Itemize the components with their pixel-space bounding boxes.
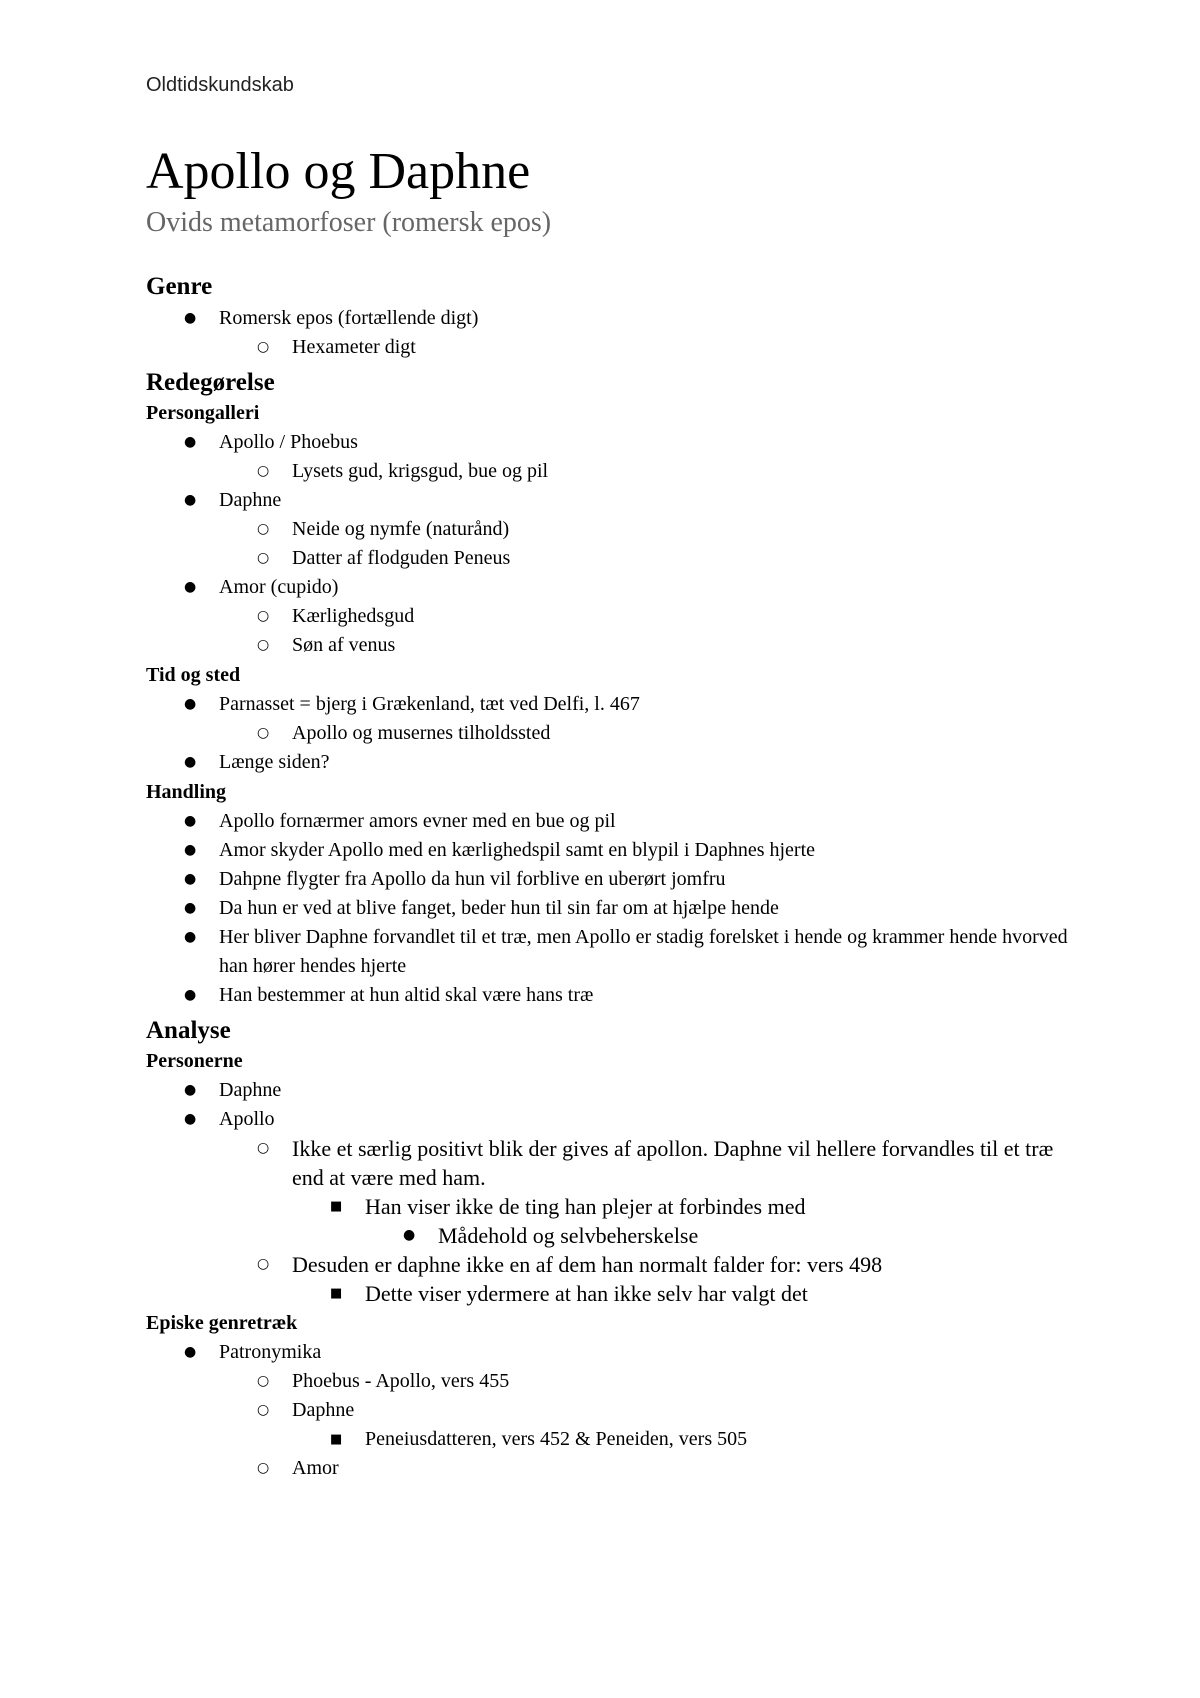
persongalleri-list [146, 428, 1086, 660]
list-item: ● Her bliver Daphne forvandlet til et træ, men Apollo er stadig forelsket i hende og krammer hende hvorved han hører hendes hjerte [146, 923, 1086, 981]
subheading-persongalleri: Persongalleri [146, 402, 260, 424]
handling-list [146, 807, 1086, 1010]
section-heading-genre: Genre [146, 273, 213, 300]
list-item: ● Parnasset = bjerg i Grækenland, tæt ved Delfi, l. 467 [146, 690, 1086, 719]
document-title: Apollo og Daphne [146, 143, 531, 200]
list-item: ○ Lysets gud, krigsgud, bue og pil [146, 457, 1086, 486]
list-item: ● Han bestemmer at hun altid skal være hans træ [146, 981, 1086, 1010]
list-item: ○ Kærlighedsgud [146, 602, 1086, 631]
bullet-disc: ● [184, 842, 197, 858]
bullet-disc: ● [184, 492, 197, 508]
list-item: ○ Datter af flodguden Peneus [146, 544, 1086, 573]
list-item: ■ Dette viser ydermere at han ikke selv har valgt det [330, 1281, 808, 1306]
document-subtitle: Ovids metamorfoser (romersk epos) [146, 207, 552, 238]
bullet-disc: ● [184, 579, 197, 595]
bullet-circle: ○ [257, 1402, 270, 1418]
tid-og-sted-list [146, 690, 1086, 777]
bullet-circle: ○ [257, 463, 270, 479]
bullet-disc: ● [184, 900, 197, 916]
list-item: ■ Peneiusdatteren, vers 452 & Peneiden, vers 505 [146, 1425, 1086, 1454]
personerne-list [146, 1076, 1086, 1308]
bullet-disc: ● [184, 696, 197, 712]
list-item: ● Apollo / Phoebus [146, 428, 1086, 457]
bullet-disc: ● [184, 754, 197, 770]
bullet-disc: ● [403, 1227, 416, 1243]
list-item: ○ Søn af venus [146, 631, 1086, 660]
section-heading-analyse: Analyse [146, 1017, 231, 1044]
bullet-disc: ● [184, 434, 197, 450]
list-item: ○ Ikke et særlig positivt blik der gives af apollon. Daphne vil hellere forvandles til et træ end at være med ham. [257, 1136, 1054, 1190]
bullet-square: ■ [330, 1432, 343, 1447]
list-item: ● Amor skyder Apollo med en kærlighedspil samt en blypil i Daphnes hjerte [146, 836, 1086, 865]
list-item: ● Romersk epos (fortællende digt) [146, 304, 1086, 333]
list-item: ● Apollo fornærmer amors evner med en bue og pil [146, 807, 1086, 836]
bullet-circle: ○ [257, 608, 270, 624]
list-item: ● Dahpne flygter fra Apollo da hun vil forblive en uberørt jomfru [146, 865, 1086, 894]
bullet-circle: ○ [257, 339, 270, 355]
subheading-personerne: Personerne [146, 1050, 243, 1072]
bullet-disc: ● [184, 310, 197, 326]
subheading-tid-og-sted: Tid og sted [146, 664, 241, 686]
bullet-circle: ○ [257, 637, 270, 653]
bullet-circle: ○ [257, 1460, 270, 1476]
episke-list [146, 1338, 1086, 1483]
bullet-circle: ○ [257, 550, 270, 566]
bullet-disc: ● [184, 813, 197, 829]
list-item: ○ Apollo og musernes tilholdssted [146, 719, 1086, 748]
bullet-disc: ● [184, 929, 197, 945]
list-item: ○ Neide og nymfe (naturånd) [146, 515, 1086, 544]
subheading-episke-genretraek: Episke genretræk [146, 1312, 298, 1334]
bullet-square: ■ [330, 1199, 343, 1214]
list-item: ○ Hexameter digt [146, 333, 1086, 362]
bullet-disc: ● [184, 1082, 197, 1098]
list-item: ● Længe siden? [146, 748, 1086, 777]
page-header: Oldtidskundskab [146, 74, 294, 96]
bullet-circle: ○ [257, 521, 270, 537]
list-item: ○ Amor [146, 1454, 1086, 1483]
list-item: ● Apollo [146, 1105, 1086, 1134]
bullet-disc: ● [184, 1111, 197, 1127]
section-heading-redegorelse: Redegørelse [146, 369, 275, 396]
bullet-circle: ○ [257, 725, 270, 741]
list-item: ● Mådehold og selvbeherskelse [403, 1223, 699, 1248]
list-item: ○ Daphne [146, 1396, 1086, 1425]
list-item: ● Amor (cupido) [146, 573, 1086, 602]
list-item: ● Patronymika [146, 1338, 1086, 1367]
subheading-handling: Handling [146, 781, 227, 803]
bullet-square: ■ [330, 1286, 343, 1301]
list-item: ■ Han viser ikke de ting han plejer at forbindes med [330, 1194, 806, 1219]
bullet-disc: ● [184, 871, 197, 887]
bullet-circle: ○ [257, 1256, 270, 1272]
list-item: ● Daphne [146, 1076, 1086, 1105]
bullet-circle: ○ [257, 1373, 270, 1389]
list-item: ● Daphne [146, 486, 1086, 515]
bullet-disc: ● [184, 987, 197, 1003]
bullet-disc: ● [184, 1344, 197, 1360]
document-body [146, 142, 1086, 1483]
list-item: ○ Desuden er daphne ikke en af dem han normalt falder for: vers 498 [257, 1252, 883, 1277]
genre-list [146, 304, 1086, 362]
bullet-circle: ○ [257, 1140, 270, 1156]
list-item: ○ Phoebus - Apollo, vers 455 [146, 1367, 1086, 1396]
list-item: ● Da hun er ved at blive fanget, beder hun til sin far om at hjælpe hende [146, 894, 1086, 923]
